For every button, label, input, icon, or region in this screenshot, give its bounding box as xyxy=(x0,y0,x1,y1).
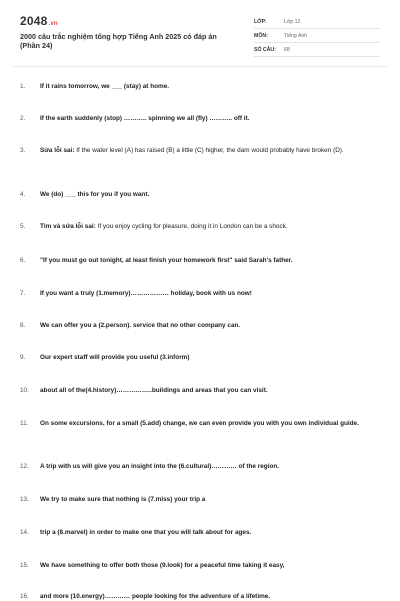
question-text: If you enjoy cycling for pleasure, doing it in London can be a shock. xyxy=(97,223,288,230)
question-body xyxy=(40,222,380,231)
question-text: A trip with us will give you an insight into the (6.cultural)………… of the region. xyxy=(40,463,280,470)
question-text: We (do) ___ this for you if you want. xyxy=(40,191,150,198)
question-number: 8. xyxy=(20,322,26,329)
question-number: 12. xyxy=(20,463,29,470)
question-text: We try to make sure that nothing is (7.miss) your trip a xyxy=(40,496,206,503)
meta-value: Lớp 12 xyxy=(284,19,301,25)
header-divider xyxy=(12,66,388,67)
question-text: If you want a truly (1.memory)……………… holiday, book with us now! xyxy=(40,290,252,297)
question-number: 2. xyxy=(20,115,26,122)
meta-value: 68 xyxy=(284,47,290,53)
question-prefix: Tìm và sửa lỗi sai: xyxy=(40,223,98,230)
question-number: 13. xyxy=(20,496,29,503)
question-number: 6. xyxy=(20,257,26,264)
site-logo[interactable] xyxy=(20,14,58,28)
question-number: 5. xyxy=(20,223,26,230)
question-number: 7. xyxy=(20,290,26,297)
question-number: 4. xyxy=(20,191,26,198)
question-text: If the earth suddenly (stop) ……….. spinning we all (fly) ……….. off it. xyxy=(40,115,250,122)
question-text: trip a (8.marvel) in order to make one that you will talk about for ages. xyxy=(40,529,252,536)
meta-value: Tiếng Anh xyxy=(284,33,308,39)
meta-label: SỐ CÂU: xyxy=(254,47,276,53)
question-number: 3. xyxy=(20,147,26,154)
question-number: 11. xyxy=(20,420,29,427)
question-text: On some excursions, for a small (5.add) change, we can even provide you with you own individual guide. xyxy=(40,420,359,427)
question-text: We can offer you a (2.person). service that no other company can. xyxy=(40,322,241,329)
question-number: 16. xyxy=(20,593,29,600)
question-number: 14. xyxy=(20,529,29,536)
question-text: We have something to offer both those (9.look) for a peaceful time taking it easy, xyxy=(40,562,285,569)
logo-text: 2048 xyxy=(20,14,48,28)
document-title: 2000 câu trắc nghiệm tổng hợp Tiếng Anh 2025 có đáp án (Phần 24) xyxy=(20,32,217,50)
question-number: 15. xyxy=(20,562,29,569)
question-prefix: Sửa lỗi sai: xyxy=(40,147,77,154)
question-text: Our expert staff will provide you useful (3.inform) xyxy=(40,354,190,361)
question-text: and more (10.energy)………… people looking for the adventure of a lifetime. xyxy=(40,593,271,600)
question-body xyxy=(40,146,380,155)
meta-label: MÔN: xyxy=(254,33,268,39)
question-text: "If you must go out tonight, at least finish your homework first" said Sarah's father. xyxy=(40,257,293,264)
meta-row-class xyxy=(254,16,380,29)
question-text: If it rains tomorrow, we ___ (stay) at home. xyxy=(40,83,170,90)
meta-row-subject xyxy=(254,30,380,43)
question-text: about all of the(4.history)……………..buildings and areas that you can visit. xyxy=(40,387,268,394)
question-number: 9. xyxy=(20,354,26,361)
question-text: If the water level (A) has raised (B) a little (C) higher, the dam would probably have broken (D). xyxy=(76,147,344,154)
document-header xyxy=(0,0,400,64)
question-number: 1. xyxy=(20,83,26,90)
question-number: 10. xyxy=(20,387,29,394)
meta-row-count xyxy=(254,44,380,57)
meta-label: LỚP: xyxy=(254,19,267,25)
logo-suffix: .vn xyxy=(48,21,58,27)
